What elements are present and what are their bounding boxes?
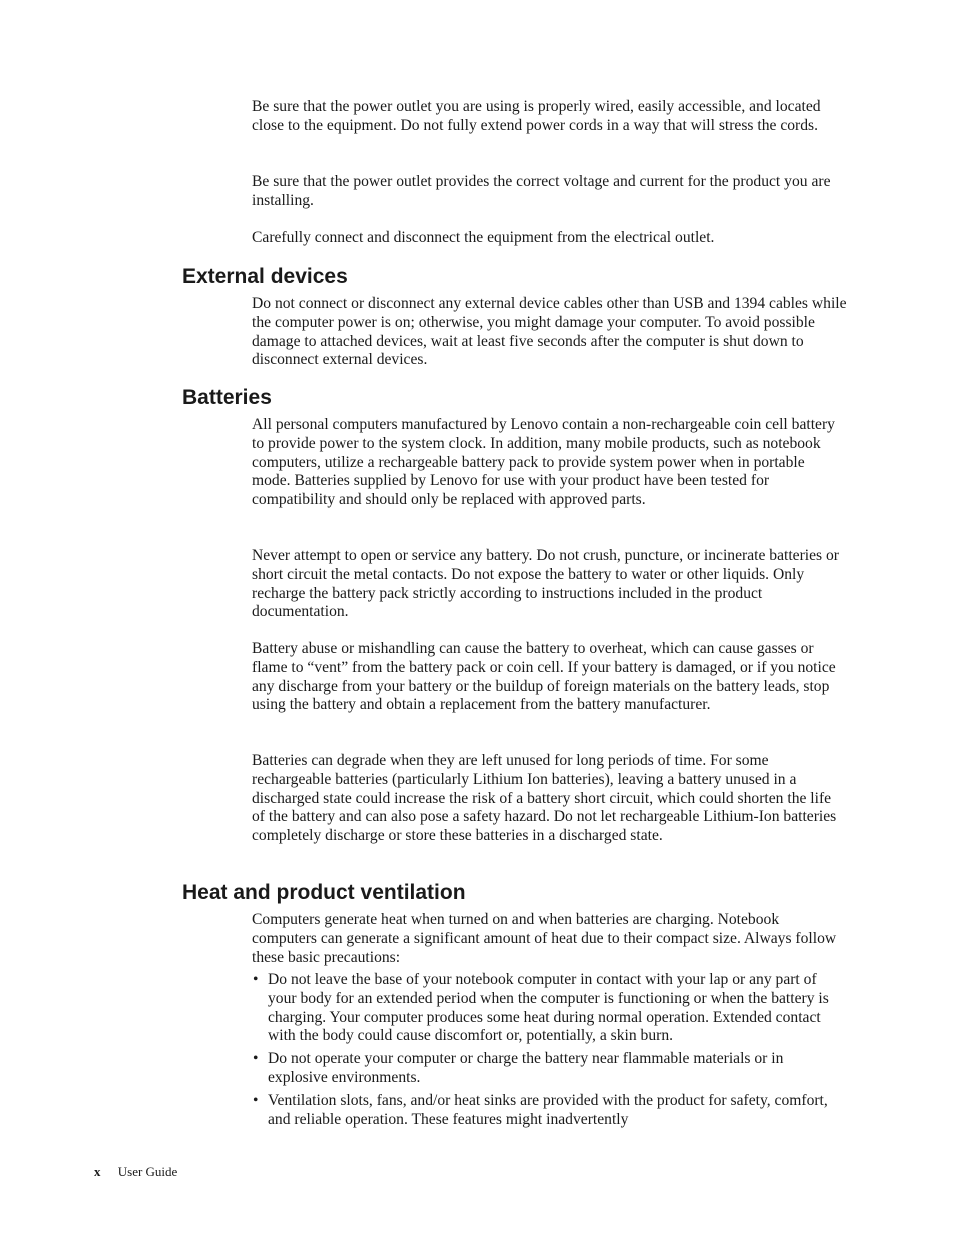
batteries-paragraph-4: Batteries can degrade when they are left unused for long periods of time. For some rechargeable batteries (particularly Lithium Ion batteries), leaving a battery unused in a discharged state could increase the risk of a battery short circuit, which could shorten the life of the battery and can also pose a safety hazard. Do not let rechargeable Lithium-Ion batteries completely discharge or store these batteries in a discharged state. <box>252 752 837 845</box>
list-item <box>252 971 847 1046</box>
list-item-text: Do not leave the base of your notebook computer in contact with your lap or any part of your body for an extended period when the computer is functioning or when the battery is charging. Your computer produces some heat during normal operation. Extended contact with the body could cause discomfort or, potentially, a skin burn. <box>268 971 829 1045</box>
batteries-paragraph-1: All personal computers manufactured by Lenovo contain a non-rechargeable coin cell battery to provide power to the system clock. In addition, many mobile products, such as notebook computers, utilize a rechargeable battery pack to provide system power when in portable mode. Batteries supplied by Lenovo for use with your product have been tested for compatibility and should only be replaced with approved parts. <box>252 416 835 509</box>
list-item-text: Ventilation slots, fans, and/or heat sinks are provided with the product for safety, comfort, and reliable operation. These features might inadvertently <box>268 1091 828 1128</box>
bullet-icon: • <box>253 1091 259 1109</box>
batteries-paragraph-3: Battery abuse or mishandling can cause the battery to overheat, which can cause gasses or flame to “vent” from the battery pack or coin cell. If your battery is damaged, or if you notice any discharge from your battery or the buildup of foreign materials on the battery leads, stop using the battery and obtain a replacement from the battery manufacturer. <box>252 640 836 714</box>
list-item <box>252 1092 847 1130</box>
batteries-heading: Batteries <box>182 386 272 409</box>
page-footer <box>94 1164 177 1180</box>
page-number: x <box>94 1164 101 1179</box>
list-item-text: Do not operate your computer or charge the battery near flammable materials or in explosive environments. <box>268 1050 784 1086</box>
intro-paragraph-3: Carefully connect and disconnect the equipment from the electrical outlet. <box>252 229 715 246</box>
intro-paragraph-1: Be sure that the power outlet you are using is properly wired, easily accessible, and located close to the equipment. Do not fully extend power cords in a way that will stress the cords. <box>252 98 821 134</box>
batteries-paragraph-2: Never attempt to open or service any battery. Do not crush, puncture, or incinerate batteries or short circuit the metal contacts. Do not expose the battery to water or other liquids. Only recharge the battery pack strictly according to instructions included in the product documentation. <box>252 547 839 621</box>
intro-paragraph-2: Be sure that the power outlet provides the correct voltage and current for the product you are installing. <box>252 173 831 209</box>
bullet-icon: • <box>253 1050 259 1068</box>
heat-ventilation-heading: Heat and product ventilation <box>182 881 466 904</box>
heat-paragraph: Computers generate heat when turned on and when batteries are charging. Notebook computers can generate a significant amount of heat due to their compact size. Always follow these basic precautions: <box>252 911 837 966</box>
bullet-icon: • <box>253 971 259 988</box>
precautions-list <box>252 971 847 1133</box>
external-devices-heading: External devices <box>182 265 348 288</box>
external-devices-paragraph: Do not connect or disconnect any external device cables other than USB and 1394 cables while the computer power is on; otherwise, you might damage your computer. To avoid possible damage to attached devices, wait at least five seconds after the computer is shut down to disconnect external devices. <box>252 295 847 369</box>
list-item <box>252 1050 847 1088</box>
document-title: User Guide <box>117 1164 178 1179</box>
